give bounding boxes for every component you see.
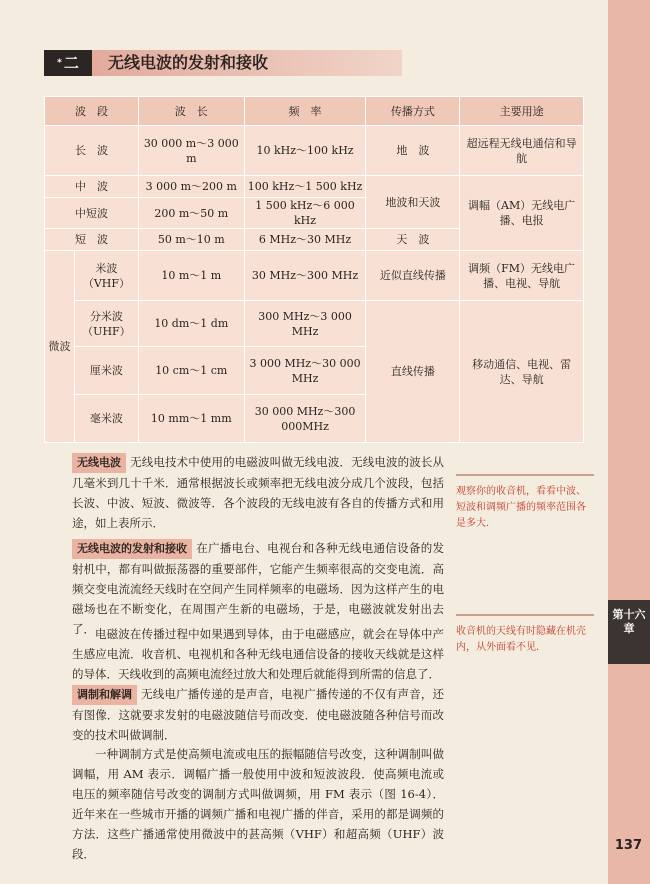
page-number: 137 [614, 838, 642, 853]
use-cell: 调幅（AM）无线电广播、电报 [460, 176, 584, 251]
col-header-band: 波 段 [45, 97, 139, 126]
star-icon: * [57, 58, 62, 68]
paragraph-reception [72, 624, 444, 684]
wavelength-cell: 10 cm～1 cm [138, 347, 244, 395]
table-row [45, 126, 584, 176]
band-cell: 中短波 [45, 198, 139, 229]
paragraph-text: 无线电技术中使用的电磁波叫做无线电波．无线电波的波长从几毫米到几十千米．通常根据波长或频率把无线电波分成几个波段，包括长波、中波、短波、微波等．各个波段的无线电波有各自的传播方式和用途，如上表所示． [72, 455, 444, 530]
table-row [45, 251, 584, 301]
band-cell: 米波（VHF） [74, 251, 138, 301]
wavelength-cell: 3 000 m～200 m [138, 176, 244, 198]
frequency-cell: 100 kHz～1 500 kHz [244, 176, 366, 198]
keyword-label: 无线电波的发射和接收 [72, 539, 192, 559]
col-header-frequency: 频 率 [244, 97, 366, 126]
propagation-cell: 地 波 [366, 126, 460, 176]
band-cell: 长 波 [45, 126, 139, 176]
frequency-cell: 6 MHz～30 MHz [244, 229, 366, 251]
table-row [45, 176, 584, 198]
col-header-use: 主要用途 [460, 97, 584, 126]
paragraph-text: 一种调制方式是使高频电流或电压的振幅随信号改变，这种调制叫做调幅，用 AM 表示．调幅广播一般使用中波和短波波段．使高频电流或电压的频率随信号改变的调制方式叫做调频，用 FM 表示（图 16-4）．近年来在一些城市开播的调频广播和电视广播的伴音，采用的都是调频的方法．这些广播通常使用微波中的甚高频（VHF）和超高频（UHF）波段． [72, 747, 444, 861]
band-cell: 毫米波 [74, 395, 138, 443]
right-margin-strip [608, 0, 650, 884]
use-cell: 调频（FM）无线电广播、电视、导航 [460, 251, 584, 301]
paragraph-text: 电磁波在传播过程中如果遇到导体，由于电磁感应，就会在导体中产生感应电流．收音机、电视机和各种无线电通信设备的接收天线就是这样的导体．天线收到的高频电流经过放大和处理后就能得到所需的信息了． [72, 627, 444, 681]
keyword-label: 无线电波 [72, 453, 126, 473]
band-cell: 短 波 [45, 229, 139, 251]
col-header-propagation: 传播方式 [366, 97, 460, 126]
paragraph-modulation [72, 684, 444, 745]
use-cell: 移动通信、电视、雷达、导航 [460, 301, 584, 443]
band-cell: 中 波 [45, 176, 139, 198]
frequency-cell: 300 MHz～3 000 MHz [244, 301, 366, 347]
paragraph-text: 在广播电台、电视台和各种无线电通信设备的发射机中，都有叫做振荡器的重要部件，它能产生频率很高的交变电流．高频交变电流流经天线时在空间产生同样频率的电磁场．因为这样产生的电磁场也在不断变化，在周围产生新的电磁场，于是，电磁波就发射出去了． [72, 541, 444, 636]
col-header-wavelength: 波 长 [138, 97, 244, 126]
chapter-tab: 第十六章 [608, 600, 650, 664]
use-cell: 超远程无线电通信和导航 [460, 126, 584, 176]
propagation-cell: 天 波 [366, 229, 460, 251]
frequency-cell: 10 kHz～100 kHz [244, 126, 366, 176]
frequency-cell: 30 000 MHz～300 000MHz [244, 395, 366, 443]
wavelength-cell: 30 000 m～3 000 m [138, 126, 244, 176]
wavelength-cell: 200 m～50 m [138, 198, 244, 229]
paragraph-am-fm [72, 744, 444, 864]
band-cell: 分米波（UHF） [74, 301, 138, 347]
section-number-text: 二 [63, 54, 79, 72]
table-header-row [45, 97, 584, 126]
section-title: 无线电波的发射和接收 [108, 53, 269, 72]
table-row [45, 301, 584, 347]
frequency-cell: 30 MHz～300 MHz [244, 251, 366, 301]
frequency-cell: 1 500 kHz～6 000 kHz [244, 198, 366, 229]
keyword-label: 调制和解调 [72, 685, 137, 705]
section-number [44, 50, 92, 76]
propagation-cell: 地波和天波 [366, 176, 460, 229]
radio-band-table [44, 96, 584, 443]
side-note-antenna: 收音机的天线有时隐藏在机壳内，从外面看不见． [456, 614, 594, 656]
wavelength-cell: 10 mm～1 mm [138, 395, 244, 443]
paragraph-radio-waves [72, 452, 444, 533]
wavelength-cell: 50 m～10 m [138, 229, 244, 251]
band-cell: 厘米波 [74, 347, 138, 395]
frequency-cell: 3 000 MHz～30 000 MHz [244, 347, 366, 395]
wavelength-cell: 10 m～1 m [138, 251, 244, 301]
paragraph-text: 无线电广播传递的是声音，电视广播传递的不仅有声音，还有图像．这就要求发射的电磁波随信号而改变．使电磁波随各种信号而改变的技术叫做调制． [72, 687, 444, 742]
wavelength-cell: 10 dm～1 dm [138, 301, 244, 347]
microwave-label-cell: 微波 [45, 251, 75, 443]
side-note-observe: 观察你的收音机，看看中波、短波和调频广播的频率范围各是多大． [456, 474, 594, 532]
propagation-cell: 近似直线传播 [366, 251, 460, 301]
propagation-cell: 直线传播 [366, 301, 460, 443]
